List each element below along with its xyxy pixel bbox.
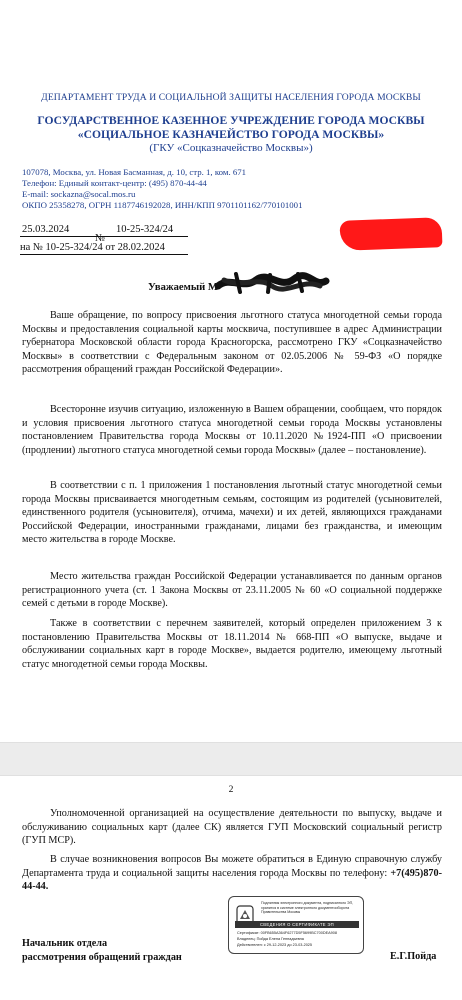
stamp-owner: Владелец: Пойда Елена Геннадьевна [237,937,304,941]
body-paragraph-3: В соответствии с п. 1 приложения 1 постановления льготный статус многодетной семьи города Москвы присваивается многодетным семьям, состоящим из родителей (усыновителей, единственного родителя (усыновителя), отчима, мачехи) и их детей, являющихся гражданами Российской Федерации, иностранными гражданами, лицами без гражданства, и имеющим место жительства в городе Москве. [22,480,442,545]
reply-underline [20,254,188,255]
body-paragraph-4: Место жительства граждан Российской Федерации устанавливается по данным органов регистрационного учета (ст. 1 Закона Москвы от 23.11.2005 № 60 «О социальной поддержке семей с детьми в городе Москве). [22,571,442,609]
signatory-title-line2: рассмотрения обращений граждан [22,952,182,963]
contact-block [22,167,442,211]
org-name-line1: ГОСУДАРСТВЕННОЕ КАЗЕННОЕ УЧРЕЖДЕНИЕ ГОРОДА МОСКВЫ [37,114,425,127]
reference-date: 25.03.2024 [22,224,70,235]
signatory-name: Е.Г.Пойда [390,951,437,962]
recipient-redaction [340,217,443,251]
body-paragraph-5: Также в соответствии с перечнем заявителей, который определен приложением 3 к постановлению Правительства Москвы от 18.11.2014 № 668-ПП «О выпуске, выдаче и обслуживании социальных карт в городе Москве», выдается родителю, имеющему льготный статус многодетной семьи города Москвы. [22,618,442,670]
helpline-text: В случае возникновения вопросов Вы можете обратиться в Единую справочную службу Департамента труда и социальной защиты населения города Москвы по телефону: [22,854,442,879]
reply-reference: на № 10-25-324/24 от 28.02.2024 [20,242,165,253]
stamp-notice: Подлинник электронного документа, подписанного ЭП, хранится в системе электронного документооборота Правительства Москвы [261,901,354,914]
signatory-title [22,937,182,965]
department-name: ДЕПАРТАМЕНТ ТРУДА И СОЦИАЛЬНОЙ ЗАЩИТЫ НАСЕЛЕНИЯ ГОРОДА МОСКВЫ [41,92,421,103]
e-signature-stamp [228,896,364,954]
contact-registry: ОКПО 25358278, ОГРН 1187746192028, ИНН/КПП 9701101162/770101001 [22,200,303,210]
stamp-heading: СВЕДЕНИЯ О СЕРТИФИКАТЕ ЭП [235,921,359,928]
body-paragraph-2: Всесторонне изучив ситуацию, изложенную в Вашем обращении, сообщаем, что порядок и условия присвоения льготного статуса многодетной семьи города Москвы установлены постановлением Правительства города Москвы от 10.11.2020 №1924-ПП «О присвоении (продлении) льготного статуса многодетной семьи города Москвы» (далее – постановление). [22,404,442,456]
greeting: Уважаемый М [148,282,218,293]
reference-underline [20,236,188,237]
page-separator [0,742,462,776]
page-number: 2 [228,784,234,795]
helpline-phone: +7(495)870-44-44. [22,867,442,892]
stamp-certificate: Сертификат: 00FB655A364F6277D5F5699BC700DEA908 [237,931,338,935]
contact-address: 107078, Москва, ул. Новая Басманная, д. 10, стр. 1, ком. 671 [22,167,247,177]
body-paragraph-1: Ваше обращение, по вопросу присвоения льготного статуса многодетной семьи города Москвы и предоставления социальной карты москвича, поступившее в адрес Администрации губернатора Московской области города Красногорска, рассмотрено ГКУ «Соцказначейство Москвы» в соответствии с Федеральным законом от 02.05.2006 № 59-ФЗ «О порядке рассмотрения обращений граждан Российской Федерации». [22,310,442,375]
body-paragraph-6: Уполномоченной организацией на осуществление деятельности по выпуску, выдаче и обслуживанию социальных карт (далее СК) является ГУП Московский социальный регистр (ГУП МСР). [22,808,442,846]
contact-email: E-mail: sockazna@socal.mos.ru [22,189,136,199]
name-redaction-scribble [210,272,330,294]
org-name-line2: «СОЦИАЛЬНОЕ КАЗНАЧЕЙСТВО ГОРОДА МОСКВЫ» [77,128,385,141]
org-short-name: (ГКУ «Соцказначейство Москвы») [149,142,313,154]
reference-number: 10-25-324/24 [116,224,174,235]
signatory-title-line1: Начальник отдела [22,938,108,949]
stamp-validity: Действителен: с 29-12-2023 до 23-03-2025 [237,943,313,947]
body-paragraph-7 [22,853,442,894]
contact-phone: Телефон: Единый контакт-центр: (495) 870-44-44 [22,178,207,188]
number-sign: № [95,233,106,244]
